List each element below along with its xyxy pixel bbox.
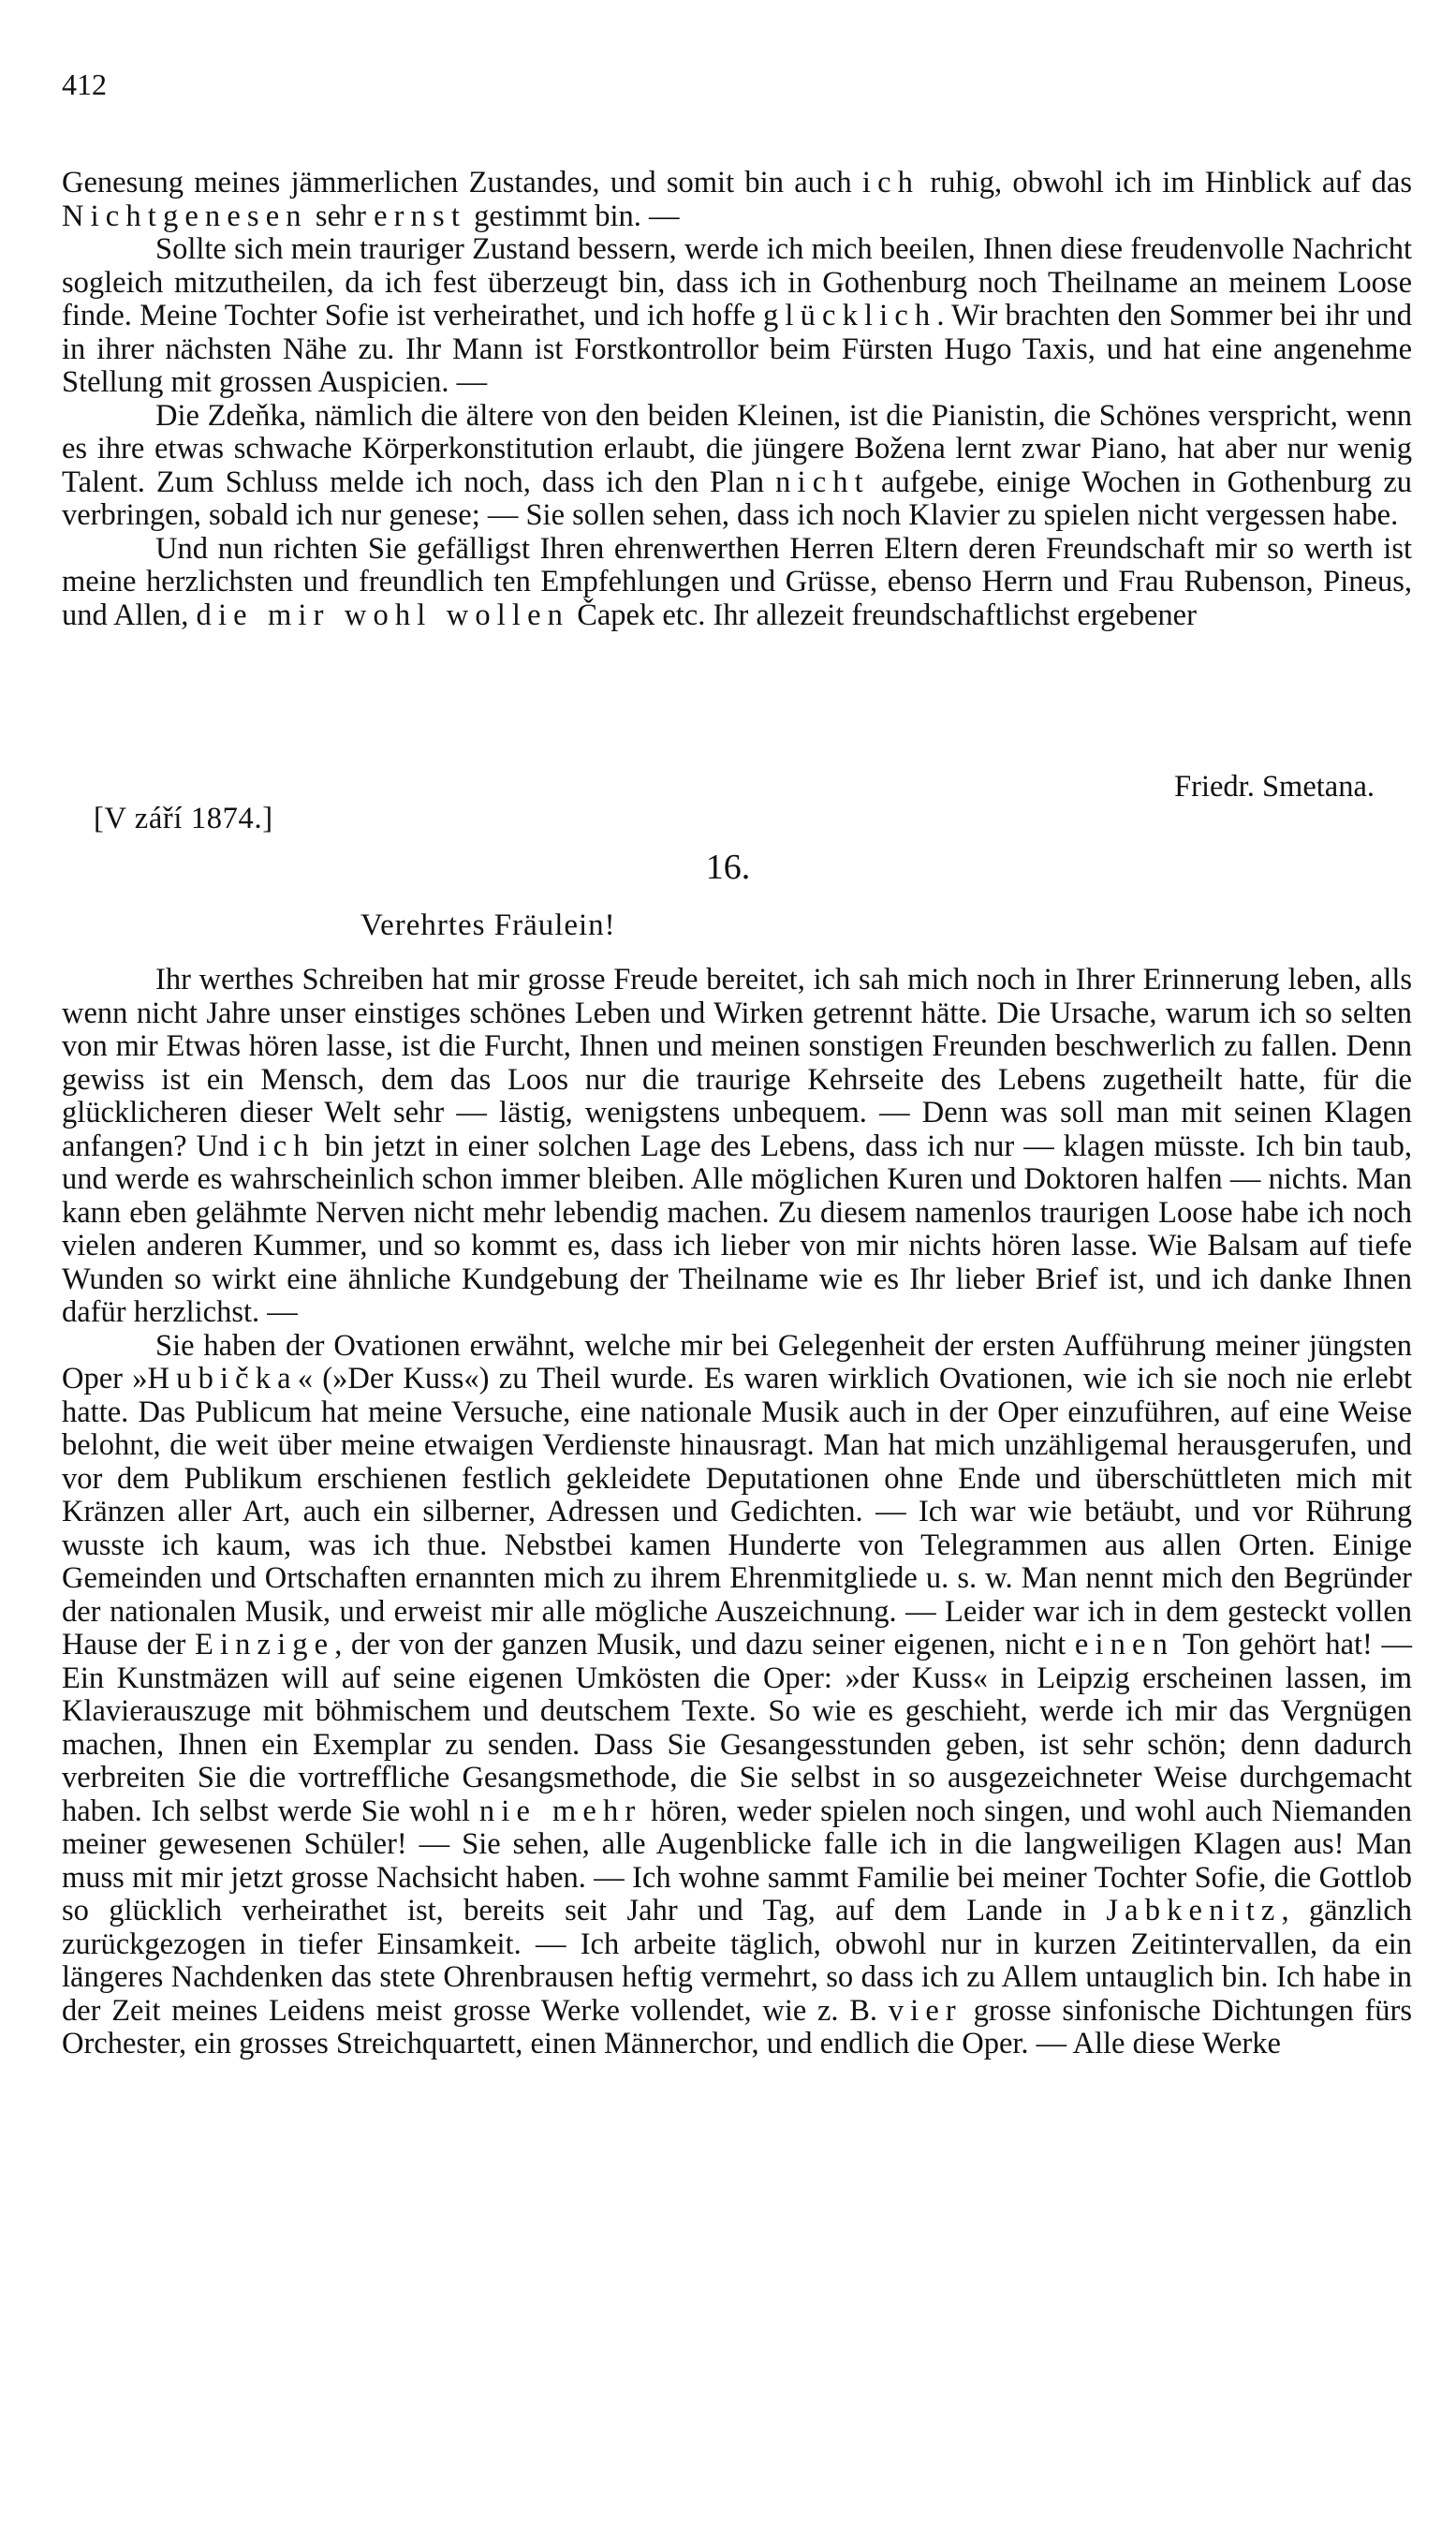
spaced-emphasis: die mir wohl wollen xyxy=(196,598,570,632)
date-note: [V září 1874.] xyxy=(94,802,273,835)
letter-15-closing-text xyxy=(62,167,1412,632)
spaced-emphasis: ernst xyxy=(374,199,467,233)
spaced-emphasis: ich xyxy=(257,1129,316,1163)
spaced-emphasis: einen xyxy=(1074,1628,1175,1661)
salutation: Verehrtes Fräulein! xyxy=(360,908,616,942)
letter-number: 16. xyxy=(705,848,751,887)
paragraph: Sie haben der Ovationen erwähnt, welche mir bei Gelegenheit der ersten Aufführung meiner jüngsten Oper »Hubička« (»Der Kuss«) zu Theil wurde. Es waren wirklich Ovationen, wie ich sie noch nie erlebt hatte. Das Publicum hat meine Versuche, eine nationale Musik auch in der Oper einzuführen, auf eine Weise belohnt, die weit über meine etwaigen Verdienste hinausragt. Man hat mich unzähligemal herausgerufen, und vor dem Publikum erschienen festlich gekleidete Deputationen ohne Ende und überschüttleten mich mit Kränzen aller Art, auch ein silberner, Adressen und Gedichten. — Ich war wie betäubt, und vor Rührung wusste ich kaum, was ich thue. Nebstbei kamen Hunderte von Telegrammen aus allen Orten. Einige Gemeinden und Ortschaften ernannten mich zu ihrem Ehrenmitgliede u. s. w. Man nennt mich den Begründer der nationalen Musik, und erweist mir alle mögliche Auszeichnung. — Leider war ich in dem gesteckt vollen Hause der Einzige, der von der ganzen Musik, und dazu seiner eigenen, nicht einen Ton gehört hat! — Ein Kunstmäzen will auf seine eigenen Umkösten die Oper: »der Kuss« in Leipzig erscheinen lassen, im Klavierauszuge mit böhmischem und deutschem Texte. So wie es geschieht, werde ich mir das Vergnügen machen, Ihnen ein Exemplar zu senden. Dass Sie Gesangesstunden geben, ist sehr schön; denn dadurch verbreiten Sie die vortreffliche Gesangsmethode, die Sie selbst in so ausgezeichneter Weise durchgemacht haben. Ich selbst werde Sie wohl nie mehr hören, weder spielen noch singen, und wohl auch Niemanden meiner gewesenen Schüler! — Sie sehen, alle Augenblicke falle ich in die langweiligen Klagen aus! Man muss mit mir jetzt grosse Nachsicht haben. — Ich wohne sammt Familie bei meiner Tochter Sofie, die Gottlob so glücklich verheirathet ist, bereits seit Jahr und Tag, auf dem Lande in Jabkenitz, gänzlich zurückgezogen in tiefer Einsamkeit. — Ich arbeite täglich, obwohl nur in kurzen Zeitintervallen, da ein längeres Nachdenken das stete Ohrenbrausen heftig vermehrt, so dass ich zu Allem untauglich bin. Ich habe in der Zeit meines Leidens meist grosse Werke vollendet, wie z. B. vier grosse sinfonische Dichtungen fürs Orchester, ein grosses Streichquartett, einen Männerchor, und endlich die Oper. — Alle diese Werke xyxy=(62,1328,1412,2060)
spaced-emphasis: Nichtgenesen xyxy=(62,199,308,233)
spaced-emphasis: Jabkenitz xyxy=(1106,1894,1282,1927)
spaced-emphasis: ich xyxy=(861,166,920,199)
letter-16-body xyxy=(62,964,1412,2061)
spaced-emphasis: nie mehr xyxy=(478,1794,642,1828)
spaced-emphasis: Einzige xyxy=(194,1628,335,1661)
paragraph: Die Zdeňka, nämlich die ältere von den beiden Kleinen, ist die Pianistin, die Schönes verspricht, wenn es ihre etwas schwache Körperkonstitution erlaubt, die jüngere Božena lernt zwar Piano, hat aber nur wenig Talent. Zum Schluss melde ich noch, dass ich den Plan nicht aufgebe, einige Wochen in Gothenburg zu verbringen, sobald ich nur genese; — Sie sollen sehen, dass ich noch Klavier zu spielen nicht vergessen habe. xyxy=(62,398,1412,532)
paragraph: Sollte sich mein trauriger Zustand bessern, werde ich mich beeilen, Ihnen diese freudenvolle Nachricht sogleich mitzutheilen, da ich fest überzeugt bin, dass ich in Gothenburg noch Theilname an meinem Loose finde. Meine Tochter Sofie ist verheirathet, und ich hoffe glücklich. Wir brachten den Sommer bei ihr und in ihrer nächsten Nähe zu. Ihr Mann ist Forstkontrollor beim Fürsten Hugo Taxis, und hat eine angenehme Stellung mit grossen Auspicien. — xyxy=(62,232,1412,399)
paragraph: Genesung meines jämmerlichen Zustandes, und somit bin auch ich ruhig, obwohl ich im Hinblick auf das Nichtgenesen sehr ernst gestimmt bin. — xyxy=(62,166,1412,233)
page-number: 412 xyxy=(62,67,107,101)
paragraph: Ihr werthes Schreiben hat mir grosse Freude bereitet, ich sah mich noch in Ihrer Erinnerung leben, alls wenn nicht Jahre unser einstiges schönes Leben und Wirken getrennt hätte. Die Ursache, warum ich so selten von mir Etwas hören lasse, ist die Furcht, Ihnen und meinen sonstigen Freunden beschwerlich zu fallen. Denn gewiss ist ein Mensch, dem das Loos nur die traurige Kehrseite des Lebens zugetheilt hatte, für die glücklicheren dieser Welt sehr — lästig, wenigstens unbequem. — Denn was soll man mit seinen Klagen anfangen? Und ich bin jetzt in einer solchen Lage des Lebens, dass ich nur — klagen müsste. Ich bin taub, und werde es wahrscheinlich schon immer bleiben. Alle möglichen Kuren und Doktoren halfen — nichts. Man kann eben gelähmte Nerven nicht mehr lebendig machen. Zu diesem namenlos traurigen Loose habe ich noch vielen anderen Kummer, und so kommt es, dass ich lieber von mir nichts hören lasse. Wie Balsam auf tiefe Wunden so wirkt eine ähnliche Kundgebung der Theilname wie es Ihr lieber Brief ist, und ich danke Ihnen dafür herzlichst. — xyxy=(62,963,1412,1329)
spaced-emphasis: Hubička xyxy=(147,1362,298,1395)
paragraph: Und nun richten Sie gefälligst Ihren ehrenwerthen Herren Eltern deren Freundschaft mir so werth ist meine herzlichsten und freundlich ten Empfehlungen und Grüsse, ebenso Herrn und Frau Rubenson, Pineus, und Allen, die mir wohl wollen Čapek etc. Ihr allezeit freundschaftlichst ergebener xyxy=(62,531,1412,632)
spaced-emphasis: glücklich xyxy=(763,299,937,332)
spaced-emphasis: nicht xyxy=(775,465,870,499)
spaced-emphasis: vier xyxy=(888,1993,963,2028)
signature: Friedr. Smetana. xyxy=(1174,770,1375,804)
